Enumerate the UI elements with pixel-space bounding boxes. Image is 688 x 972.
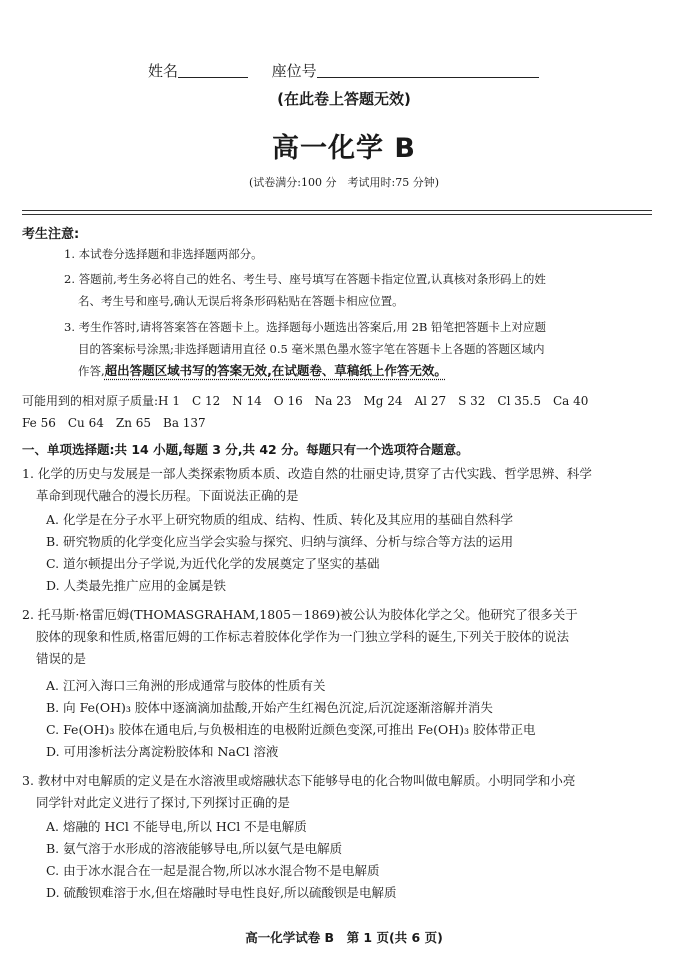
question-1-option-a: A. 化学是在分子水平上研究物质的组成、结构、性质、转化及其应用的基础自然科学 xyxy=(46,512,513,527)
divider-bottom xyxy=(22,214,652,215)
question-1-stem xyxy=(22,463,658,507)
question-3-stem-line1: 3. 教材中对电解质的定义是在水溶液里或熔融状态下能够导电的化合物叫做电解质。小明同学和小亮 xyxy=(22,773,576,788)
question-2-stem xyxy=(22,604,658,670)
notice-item-3-prefix: 作答, xyxy=(78,364,105,378)
page-footer: 高一化学试卷 B 第 1 页(共 6 页) xyxy=(245,930,443,945)
notice-item-1 xyxy=(64,243,654,265)
question-2-option-d: D. 可用渗析法分离淀粉胶体和 NaCl 溶液 xyxy=(46,744,279,759)
notice-item-2 xyxy=(64,268,654,312)
question-3-option-d: D. 硫酸钡难溶于水,但在熔融时导电性良好,所以硫酸钡是电解质 xyxy=(46,885,397,900)
question-3-stem xyxy=(22,770,658,814)
question-1-option-b: B. 研究物质的化学变化应当学会实验与探究、归纳与演绎、分析与综合等方法的运用 xyxy=(46,534,514,549)
question-2-stem-line2: 胶体的现象和性质,格雷厄姆的工作标志着胶体化学作为一门独立学科的诞生,下列关于胶体的说法 xyxy=(36,629,569,644)
question-1-option-c: C. 道尔顿提出分子学说,为近代化学的发展奠定了坚实的基础 xyxy=(46,556,380,571)
exam-title: 高一化学 B xyxy=(272,133,416,164)
question-2-option-c: C. Fe(OH)₃ 胶体在通电后,与负极相连的电极附近颜色变深,可推出 Fe(OH)₃ 胶体带正电 xyxy=(46,722,536,737)
question-3-option-c: C. 由于冰水混合在一起是混合物,所以冰水混合物不是电解质 xyxy=(46,863,380,878)
exam-header-fields xyxy=(148,60,539,81)
notice-item-3-line2: 目的答案标号涂黑;非选择题请用直径 0.5 毫米黑色墨水签字笔在答题卡上各题的答题区域内 xyxy=(78,342,545,356)
question-3-options xyxy=(46,816,646,904)
divider-top xyxy=(22,210,652,211)
question-1-stem-line1: 1. 化学的历史与发展是一部人类探索物质本质、改造自然的壮丽史诗,贯穿了古代实践、哲学思辨、科学 xyxy=(22,466,592,481)
notice-item-3 xyxy=(64,316,654,382)
notice-heading: 考生注意: xyxy=(22,227,80,242)
notice-item-1-text: 1. 本试卷分选择题和非选择题两部分。 xyxy=(64,247,263,261)
question-2-option-a: A. 江河入海口三角洲的形成通常与胶体的性质有关 xyxy=(46,678,326,693)
notice-item-2-line2: 名、考生号和座号,确认无误后将条形码粘贴在答题卡相应位置。 xyxy=(78,294,404,308)
atomic-masses-line1: 可能用到的相对原子质量:H 1 C 12 N 14 O 16 Na 23 Mg 24 Al 27 S 32 Cl 35.5 Ca 40 xyxy=(22,394,589,408)
seat-label: 座位号 xyxy=(271,62,317,80)
question-3-option-a: A. 熔融的 HCl 不能导电,所以 HCl 不是电解质 xyxy=(46,819,307,834)
atomic-masses-line2: Fe 56 Cu 64 Zn 65 Ba 137 xyxy=(22,416,206,430)
question-1-stem-line2: 革命到现代融合的漫长历程。下面说法正确的是 xyxy=(36,488,299,503)
notice-item-2-line1: 2. 答题前,考生务必将自己的姓名、考生号、座号填写在答题卡指定位置,认真核对条形码上的姓 xyxy=(64,272,546,286)
question-3-stem-line2: 同学针对此定义进行了探讨,下列探讨正确的是 xyxy=(36,795,290,810)
name-blank xyxy=(178,63,248,78)
question-1-options xyxy=(46,509,646,597)
atomic-masses xyxy=(22,390,662,434)
invalid-note: (在此卷上答题无效) xyxy=(277,90,411,108)
question-2-stem-line1: 2. 托马斯·格雷厄姆(THOMASGRAHAM,1805－1869)被公认为胶体化学之父。他研究了很多关于 xyxy=(22,607,578,622)
notice-item-3-emphasis: 超出答题区域书写的答案无效,在试题卷、草稿纸上作答无效。 xyxy=(104,363,447,378)
question-3-option-b: B. 氨气溶于水形成的溶液能够导电,所以氨气是电解质 xyxy=(46,841,343,856)
seat-blank xyxy=(317,63,539,78)
exam-subtitle: (试卷满分:100 分 考试用时:75 分钟) xyxy=(249,176,439,189)
question-1-option-d: D. 人类最先推广应用的金属是铁 xyxy=(46,578,227,593)
question-2-stem-line3: 错误的是 xyxy=(36,651,87,666)
question-2-option-b: B. 向 Fe(OH)₃ 胶体中逐滴滴加盐酸,开始产生红褐色沉淀,后沉淀逐渐溶解并消失 xyxy=(46,700,493,715)
name-label: 姓名 xyxy=(148,62,179,80)
section-heading: 一、单项选择题:共 14 小题,每题 3 分,共 42 分。每题只有一个选项符合题意。 xyxy=(22,442,469,457)
notice-item-3-line3 xyxy=(64,360,654,382)
question-2-options xyxy=(46,675,646,763)
notice-item-3-line1: 3. 考生作答时,请将答案答在答题卡上。选择题每小题选出答案后,用 2B 铅笔把答题卡上对应题 xyxy=(64,320,547,334)
